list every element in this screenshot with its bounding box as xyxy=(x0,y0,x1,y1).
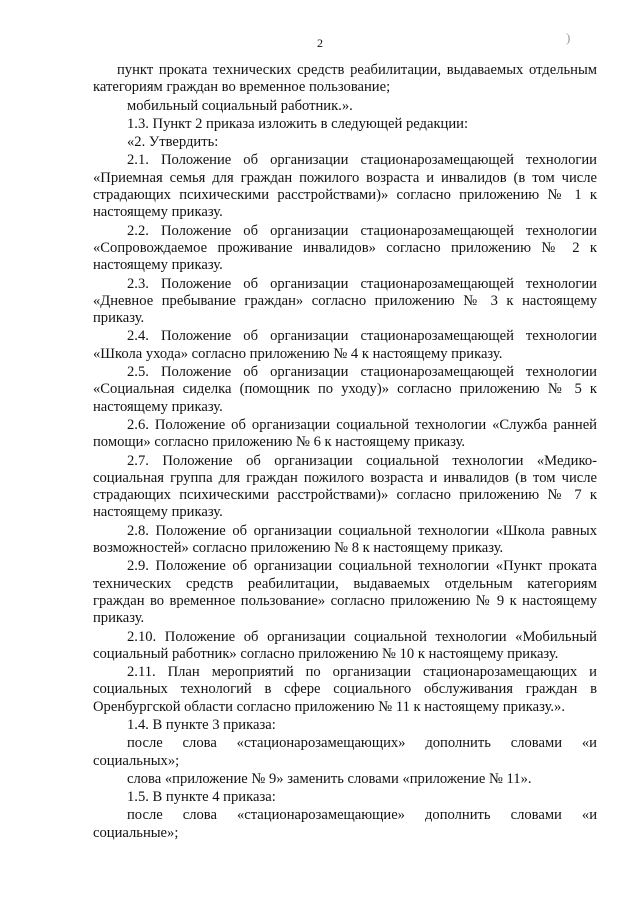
paragraph-section-1-3: 1.3. Пункт 2 приказа изложить в следующей редакции: xyxy=(127,115,469,132)
paragraph-2-8: 2.8. Положение об организации социальной технологии «Школа равных возможностей» согласно приложению № 8 к настоящему приказу. xyxy=(93,522,597,557)
paragraph-2-3: 2.3. Положение об организации стационарозамещающей технологии «Дневное пребывание граждан» согласно приложению № 3 к настоящему приказу. xyxy=(93,275,597,327)
paragraph-2-2: 2.2. Положение об организации стационарозамещающей технологии «Сопровождаемое проживание инвалидов» согласно приложению № 2 к настоящему приказу. xyxy=(93,222,597,274)
paragraph-1-4-add: после слова «стационарозамещающих» дополнить словами «и социальных»; xyxy=(93,735,597,769)
document-body xyxy=(93,62,597,843)
paragraph-2-7: 2.7. Положение об организации социальной технологии «Медико-социальная группа для граждан пожилого возраста и инвалидов (в том числе страдающих психическими расстройствами)» согласно приложению № 7 к настоящему приказу. xyxy=(93,452,597,521)
paragraph-1-5-add: после слова «стационарозамещающие» дополнить словами «и социальные»; xyxy=(93,807,597,841)
paragraph-1-4-replace: слова «приложение № 9» заменить словами «приложение № 11». xyxy=(127,770,532,787)
paragraph-2-6: 2.6. Положение об организации социальной технологии «Служба ранней помощи» согласно приложению № 6 к настоящему приказу. xyxy=(93,416,597,451)
paragraph-2-1: 2.1. Положение об организации стационарозамещающей технологии «Приемная семья для граждан пожилого возраста и инвалидов (в том числе страдающих психическими расстройствами)» согласно приложению № 1 к настоящему приказу. xyxy=(93,152,597,221)
paragraph-2-10: 2.10. Положение об организации социальной технологии «Мобильный социальный работник» согласно приложению № 10 к настоящему приказу. xyxy=(93,628,597,662)
corner-mark: ) xyxy=(566,30,571,45)
paragraph-2-4: 2.4. Положение об организации стационарозамещающей технологии «Школа ухода» согласно приложению № 4 к настоящему приказу. xyxy=(93,328,597,362)
paragraph-approve: «2. Утвердить: xyxy=(127,134,219,151)
paragraph-section-1-4: 1.4. В пункте 3 приказа: xyxy=(127,716,276,733)
paragraph-2-9: 2.9. Положение об организации социальной технологии «Пункт проката технических средств реабилитации, выдаваемых отдельным категориям граждан во временное пользование» согласно приложению № 9 к настоящему приказу. xyxy=(93,558,597,627)
paragraph-2-5: 2.5. Положение об организации стационарозамещающей технологии «Социальная сиделка (помощник по уходу)» согласно приложению № 5 к настоящему приказу. xyxy=(93,364,597,415)
paragraph-2-11: 2.11. План мероприятий по организации стационарозамещающих и социальных технологий в сфере социального обслуживания граждан в Оренбургской области согласно приложению № 11 к настоящему приказу.». xyxy=(93,664,597,715)
paragraph-continuation: пункт проката технических средств реабилитации, выдаваемых отдельным категориям граждан во временное пользование; xyxy=(93,62,597,96)
page-number: 2 xyxy=(317,36,323,50)
paragraph-list-item: мобильный социальный работник.». xyxy=(127,97,353,114)
paragraph-section-1-5: 1.5. В пункте 4 приказа: xyxy=(127,789,276,806)
